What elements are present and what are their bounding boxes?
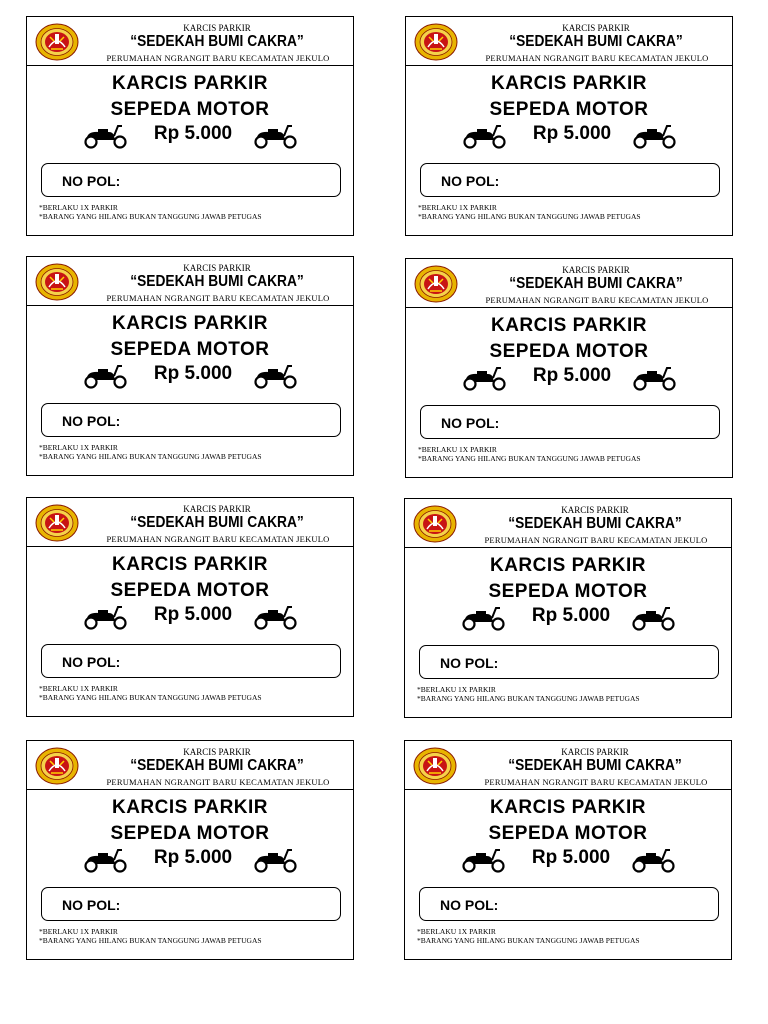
ticket-header	[405, 741, 731, 790]
ticket-header	[406, 17, 732, 66]
vehicle-type: SEPEDA MOTOR	[488, 823, 648, 844]
note-validity: *BERLAKU 1X PARKIR	[39, 203, 118, 212]
note-liability: *BARANG YANG HILANG BUKAN TANGGUNG JAWAB PETUGAS	[418, 454, 641, 463]
emblem-icon	[413, 505, 457, 543]
plate-number-label: NO POL:	[62, 897, 121, 913]
vehicle-type: SEPEDA MOTOR	[110, 339, 270, 360]
ticket-header	[405, 499, 731, 548]
ticket-header	[27, 257, 353, 306]
plate-number-field[interactable]	[41, 644, 341, 678]
event-address: PERUMAHAN NGRANGIT BARU KECAMATAN JEKULO	[106, 777, 330, 787]
price: Rp 5.000	[531, 847, 611, 868]
event-name: “SEDEKAH BUMI CAKRA”	[509, 275, 683, 292]
plate-number-label: NO POL:	[440, 655, 499, 671]
parking-ticket	[26, 16, 354, 236]
parking-ticket	[26, 740, 354, 960]
price-row	[405, 845, 731, 875]
note-liability: *BARANG YANG HILANG BUKAN TANGGUNG JAWAB PETUGAS	[39, 212, 262, 221]
note-validity: *BERLAKU 1X PARKIR	[418, 445, 497, 454]
plate-number-label: NO POL:	[62, 173, 121, 189]
header-small-title: KARCIS PARKIR	[183, 23, 251, 33]
vehicle-type: SEPEDA MOTOR	[488, 581, 648, 602]
note-validity: *BERLAKU 1X PARKIR	[39, 927, 118, 936]
motorcycle-icon	[83, 363, 129, 389]
plate-number-label: NO POL:	[62, 413, 121, 429]
price-row	[27, 361, 353, 391]
ticket-header	[406, 259, 732, 308]
plate-number-field[interactable]	[419, 645, 719, 679]
parking-ticket	[405, 258, 733, 478]
note-liability: *BARANG YANG HILANG BUKAN TANGGUNG JAWAB PETUGAS	[418, 212, 641, 221]
event-address: PERUMAHAN NGRANGIT BARU KECAMATAN JEKULO	[485, 53, 709, 63]
price: Rp 5.000	[153, 604, 233, 625]
note-validity: *BERLAKU 1X PARKIR	[417, 927, 496, 936]
note-liability: *BARANG YANG HILANG BUKAN TANGGUNG JAWAB PETUGAS	[39, 452, 262, 461]
motorcycle-icon	[253, 847, 299, 873]
note-liability: *BARANG YANG HILANG BUKAN TANGGUNG JAWAB PETUGAS	[417, 936, 640, 945]
price: Rp 5.000	[532, 123, 612, 144]
event-name: “SEDEKAH BUMI CAKRA”	[508, 757, 682, 774]
price: Rp 5.000	[153, 847, 233, 868]
motorcycle-icon	[631, 847, 677, 873]
plate-number-field[interactable]	[420, 163, 720, 197]
event-address: PERUMAHAN NGRANGIT BARU KECAMATAN JEKULO	[106, 53, 330, 63]
plate-number-field[interactable]	[41, 163, 341, 197]
price: Rp 5.000	[532, 365, 612, 386]
motorcycle-icon	[462, 123, 508, 149]
header-small-title: KARCIS PARKIR	[562, 265, 630, 275]
ticket-title: KARCIS PARKIR	[490, 315, 648, 336]
header-small-title: KARCIS PARKIR	[562, 23, 630, 33]
event-name: “SEDEKAH BUMI CAKRA”	[130, 514, 304, 531]
emblem-icon	[35, 747, 79, 785]
motorcycle-icon	[83, 847, 129, 873]
emblem-icon	[35, 263, 79, 301]
header-small-title: KARCIS PARKIR	[183, 747, 251, 757]
ticket-title: KARCIS PARKIR	[111, 797, 269, 818]
ticket-header	[27, 17, 353, 66]
plate-number-label: NO POL:	[441, 415, 500, 431]
emblem-icon	[414, 265, 458, 303]
motorcycle-icon	[632, 123, 678, 149]
price-row	[27, 845, 353, 875]
event-address: PERUMAHAN NGRANGIT BARU KECAMATAN JEKULO	[106, 534, 330, 544]
vehicle-type: SEPEDA MOTOR	[110, 99, 270, 120]
vehicle-type: SEPEDA MOTOR	[110, 823, 270, 844]
note-liability: *BARANG YANG HILANG BUKAN TANGGUNG JAWAB PETUGAS	[39, 936, 262, 945]
motorcycle-icon	[632, 365, 678, 391]
event-name: “SEDEKAH BUMI CAKRA”	[130, 757, 304, 774]
ticket-title: KARCIS PARKIR	[111, 73, 269, 94]
note-liability: *BARANG YANG HILANG BUKAN TANGGUNG JAWAB PETUGAS	[39, 693, 262, 702]
price: Rp 5.000	[153, 363, 233, 384]
emblem-icon	[35, 23, 79, 61]
plate-number-label: NO POL:	[62, 654, 121, 670]
vehicle-type: SEPEDA MOTOR	[110, 580, 270, 601]
motorcycle-icon	[253, 123, 299, 149]
plate-number-field[interactable]	[419, 887, 719, 921]
plate-number-field[interactable]	[420, 405, 720, 439]
parking-ticket	[404, 740, 732, 960]
note-validity: *BERLAKU 1X PARKIR	[418, 203, 497, 212]
motorcycle-icon	[462, 365, 508, 391]
note-validity: *BERLAKU 1X PARKIR	[39, 684, 118, 693]
ticket-title: KARCIS PARKIR	[111, 554, 269, 575]
ticket-title: KARCIS PARKIR	[489, 797, 647, 818]
event-address: PERUMAHAN NGRANGIT BARU KECAMATAN JEKULO	[484, 535, 708, 545]
event-address: PERUMAHAN NGRANGIT BARU KECAMATAN JEKULO	[485, 295, 709, 305]
emblem-icon	[413, 747, 457, 785]
plate-number-field[interactable]	[41, 403, 341, 437]
event-address: PERUMAHAN NGRANGIT BARU KECAMATAN JEKULO	[106, 293, 330, 303]
price: Rp 5.000	[531, 605, 611, 626]
price-row	[27, 602, 353, 632]
ticket-header	[27, 498, 353, 547]
note-validity: *BERLAKU 1X PARKIR	[39, 443, 118, 452]
header-small-title: KARCIS PARKIR	[183, 504, 251, 514]
event-name: “SEDEKAH BUMI CAKRA”	[130, 273, 304, 290]
ticket-title: KARCIS PARKIR	[489, 555, 647, 576]
vehicle-type: SEPEDA MOTOR	[489, 99, 649, 120]
parking-ticket	[26, 256, 354, 476]
header-small-title: KARCIS PARKIR	[183, 263, 251, 273]
emblem-icon	[35, 504, 79, 542]
ticket-header	[27, 741, 353, 790]
parking-ticket	[405, 16, 733, 236]
price-row	[406, 363, 732, 393]
vehicle-type: SEPEDA MOTOR	[489, 341, 649, 362]
motorcycle-icon	[83, 123, 129, 149]
event-address: PERUMAHAN NGRANGIT BARU KECAMATAN JEKULO	[484, 777, 708, 787]
event-name: “SEDEKAH BUMI CAKRA”	[509, 33, 683, 50]
note-validity: *BERLAKU 1X PARKIR	[417, 685, 496, 694]
header-small-title: KARCIS PARKIR	[561, 747, 629, 757]
price: Rp 5.000	[153, 123, 233, 144]
motorcycle-icon	[253, 604, 299, 630]
parking-ticket	[404, 498, 732, 718]
header-small-title: KARCIS PARKIR	[561, 505, 629, 515]
price-row	[405, 603, 731, 633]
event-name: “SEDEKAH BUMI CAKRA”	[130, 33, 304, 50]
parking-ticket	[26, 497, 354, 717]
event-name: “SEDEKAH BUMI CAKRA”	[508, 515, 682, 532]
ticket-title: KARCIS PARKIR	[111, 313, 269, 334]
motorcycle-icon	[461, 605, 507, 631]
emblem-icon	[414, 23, 458, 61]
note-liability: *BARANG YANG HILANG BUKAN TANGGUNG JAWAB PETUGAS	[417, 694, 640, 703]
motorcycle-icon	[253, 363, 299, 389]
motorcycle-icon	[83, 604, 129, 630]
ticket-title: KARCIS PARKIR	[490, 73, 648, 94]
plate-number-label: NO POL:	[441, 173, 500, 189]
plate-number-label: NO POL:	[440, 897, 499, 913]
motorcycle-icon	[631, 605, 677, 631]
plate-number-field[interactable]	[41, 887, 341, 921]
motorcycle-icon	[461, 847, 507, 873]
price-row	[406, 121, 732, 151]
price-row	[27, 121, 353, 151]
